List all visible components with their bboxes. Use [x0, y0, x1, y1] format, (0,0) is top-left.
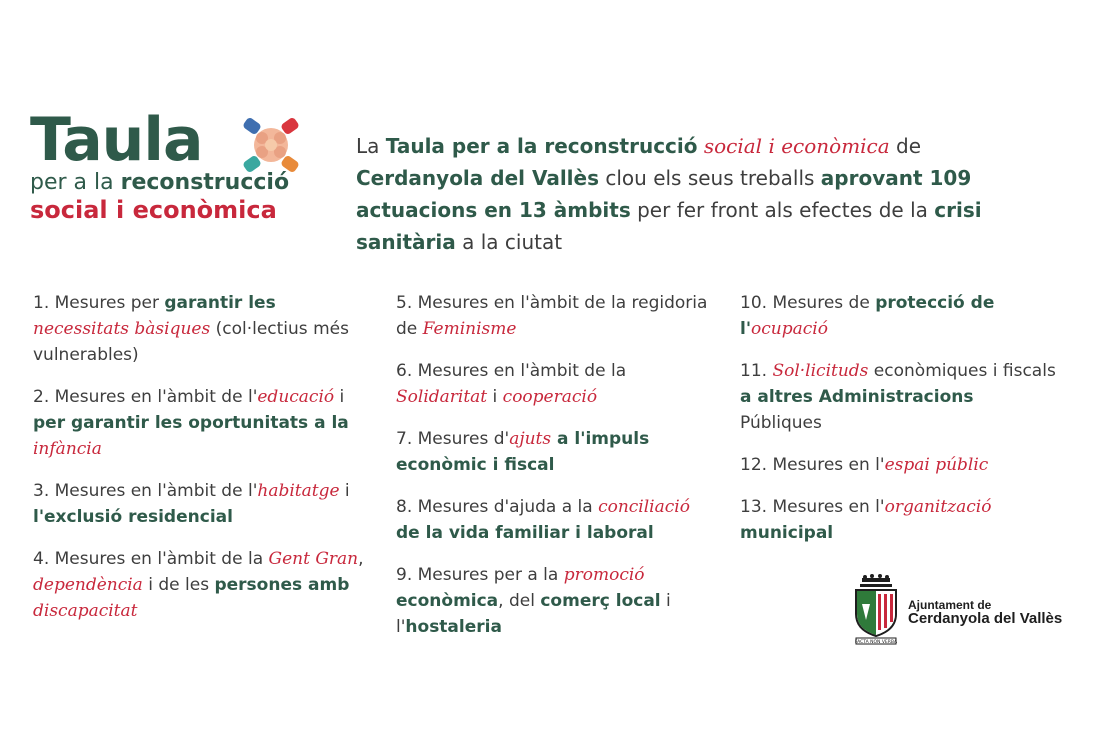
measure-item-12: 12. Mesures en l'espai públic — [740, 455, 989, 475]
measure-item-6: 6. Mesures en l'àmbit de la Solidaritat i cooperació — [396, 361, 627, 407]
ajuntament-city-name: Cerdanyola del Vallès — [908, 610, 1063, 627]
logo-title: Taula — [30, 105, 203, 175]
measure-item-8: 8. Mesures d'ajuda a la conciliació de la vida familiar i laboral — [396, 497, 690, 543]
logo-subtitle: per a la reconstrucció — [30, 170, 290, 195]
hands-together-icon — [240, 114, 302, 176]
measure-item-9: 9. Mesures per a la promoció econòmica, del comerç local i l'hostaleria — [396, 565, 671, 637]
measure-item-3: 3. Mesures en l'àmbit de l'habitatge i l'exclusió residencial — [33, 481, 350, 527]
logo-subtitle-red: social i econòmica — [30, 196, 277, 224]
measure-item-10: 10. Mesures de protecció de l'ocupació — [740, 293, 995, 339]
measures-column-1 — [33, 290, 368, 640]
intro-paragraph: La Taula per a la reconstrucció social i econòmica de Cerdanyola del Vallès clou els seus treballs aprovant 109 actuacions en 13 àmbits per fer front als efectes de la crisi sanitària a la ciutat — [356, 134, 982, 254]
seal-motto: FACTA NON VERBA — [854, 640, 898, 645]
city-coat-of-arms-icon — [850, 574, 902, 646]
taula-logo — [30, 105, 330, 224]
measure-item-11: 11. Sol·licituds econòmiques i fiscals a altres Administracions Públiques — [740, 361, 1056, 433]
measure-item-1: 1. Mesures per garantir les necessitats bàsiques (col·lectius més vulnerables) — [33, 293, 349, 365]
measure-item-5: 5. Mesures en l'àmbit de la regidoria de Feminisme — [396, 293, 708, 339]
measure-item-7: 7. Mesures d'ajuts a l'impuls econòmic i fiscal — [396, 429, 650, 475]
measures-column-2 — [396, 290, 716, 656]
measure-item-2: 2. Mesures en l'àmbit de l'educació i per garantir les oportunitats a la infància — [33, 387, 349, 459]
ajuntament-label: Ajuntament de — [908, 598, 992, 612]
measure-item-4: 4. Mesures en l'àmbit de la Gent Gran, dependència i de les persones amb discapacitat — [33, 549, 364, 621]
measure-item-13: 13. Mesures en l'organització municipal — [740, 497, 992, 543]
measures-column-3 — [740, 290, 1060, 562]
ajuntament-logo — [850, 574, 1090, 646]
